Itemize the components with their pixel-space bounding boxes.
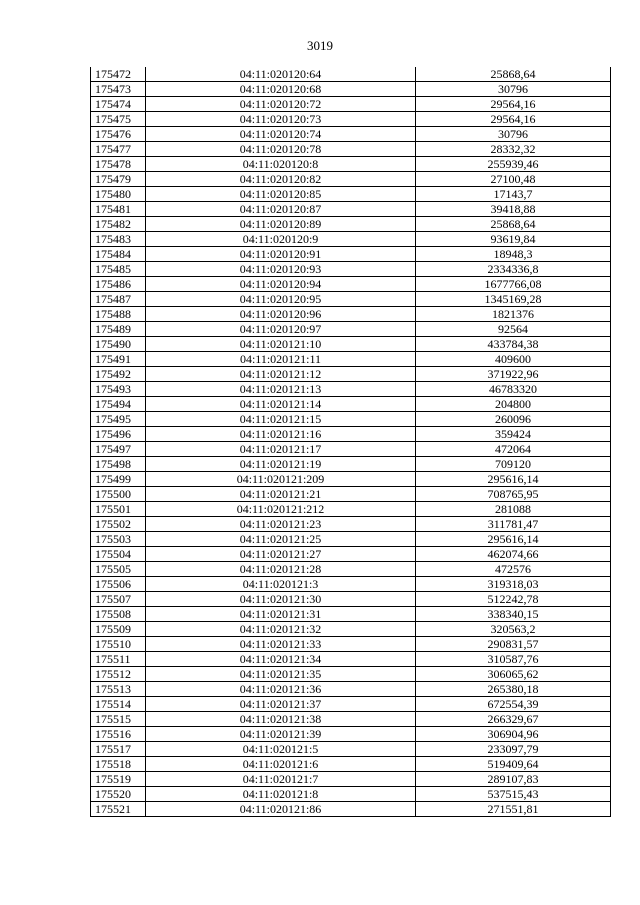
value-cell: 295616,14 (416, 532, 611, 547)
cadastral-number-cell: 04:11:020121:23 (146, 517, 416, 532)
cadastral-number-cell: 04:11:020121:38 (146, 712, 416, 727)
cadastral-number-cell: 04:11:020121:25 (146, 532, 416, 547)
table-row (91, 577, 611, 592)
table-row (91, 247, 611, 262)
cadastral-number-cell: 04:11:020121:16 (146, 427, 416, 442)
table-row (91, 262, 611, 277)
table-row (91, 142, 611, 157)
table-row (91, 607, 611, 622)
cadastral-number-cell: 04:11:020120:85 (146, 187, 416, 202)
cadastral-number-cell: 04:11:020121:33 (146, 637, 416, 652)
row-number-cell: 175512 (91, 667, 146, 682)
cadastral-number-cell: 04:11:020120:82 (146, 172, 416, 187)
cadastral-number-cell: 04:11:020121:86 (146, 802, 416, 817)
value-cell: 2334336,8 (416, 262, 611, 277)
row-number-cell: 175504 (91, 547, 146, 562)
row-number-cell: 175495 (91, 412, 146, 427)
value-cell: 290831,57 (416, 637, 611, 652)
row-number-cell: 175494 (91, 397, 146, 412)
row-number-cell: 175521 (91, 802, 146, 817)
table-row (91, 82, 611, 97)
cadastral-number-cell: 04:11:020121:28 (146, 562, 416, 577)
cadastral-number-cell: 04:11:020120:87 (146, 202, 416, 217)
cadastral-number-cell: 04:11:020121:17 (146, 442, 416, 457)
value-cell: 295616,14 (416, 472, 611, 487)
value-cell: 25868,64 (416, 67, 611, 82)
value-cell: 260096 (416, 412, 611, 427)
value-cell: 27100,48 (416, 172, 611, 187)
table-row (91, 742, 611, 757)
table-row (91, 772, 611, 787)
value-cell: 46783320 (416, 382, 611, 397)
row-number-cell: 175514 (91, 697, 146, 712)
cadastral-number-cell: 04:11:020121:5 (146, 742, 416, 757)
table-row (91, 67, 611, 82)
row-number-cell: 175489 (91, 322, 146, 337)
table-row (91, 382, 611, 397)
table-row (91, 277, 611, 292)
value-cell: 17143,7 (416, 187, 611, 202)
table-row (91, 97, 611, 112)
cadastral-number-cell: 04:11:020121:15 (146, 412, 416, 427)
table-row (91, 427, 611, 442)
value-cell: 92564 (416, 322, 611, 337)
table-row (91, 787, 611, 802)
value-cell: 519409,64 (416, 757, 611, 772)
value-cell: 310587,76 (416, 652, 611, 667)
table-row (91, 802, 611, 817)
page-number: 3019 (307, 38, 333, 53)
cadastral-number-cell: 04:11:020121:32 (146, 622, 416, 637)
cadastral-number-cell: 04:11:020120:78 (146, 142, 416, 157)
value-cell: 462074,66 (416, 547, 611, 562)
table-row (91, 202, 611, 217)
row-number-cell: 175505 (91, 562, 146, 577)
registry-table (90, 67, 611, 817)
table-row (91, 337, 611, 352)
row-number-cell: 175511 (91, 652, 146, 667)
row-number-cell: 175480 (91, 187, 146, 202)
cadastral-number-cell: 04:11:020121:39 (146, 727, 416, 742)
row-number-cell: 175503 (91, 532, 146, 547)
table-row (91, 352, 611, 367)
cadastral-number-cell: 04:11:020121:3 (146, 577, 416, 592)
table-row (91, 667, 611, 682)
table-row (91, 127, 611, 142)
table-row (91, 472, 611, 487)
row-number-cell: 175502 (91, 517, 146, 532)
table-row (91, 397, 611, 412)
cadastral-number-cell: 04:11:020121:11 (146, 352, 416, 367)
row-number-cell: 175501 (91, 502, 146, 517)
value-cell: 311781,47 (416, 517, 611, 532)
row-number-cell: 175520 (91, 787, 146, 802)
registry-table-body (91, 67, 611, 817)
row-number-cell: 175490 (91, 337, 146, 352)
cadastral-number-cell: 04:11:020121:14 (146, 397, 416, 412)
cadastral-number-cell: 04:11:020121:37 (146, 697, 416, 712)
row-number-cell: 175516 (91, 727, 146, 742)
cadastral-number-cell: 04:11:020120:8 (146, 157, 416, 172)
row-number-cell: 175484 (91, 247, 146, 262)
value-cell: 1821376 (416, 307, 611, 322)
value-cell: 1345169,28 (416, 292, 611, 307)
value-cell: 39418,88 (416, 202, 611, 217)
value-cell: 320563,2 (416, 622, 611, 637)
value-cell: 512242,78 (416, 592, 611, 607)
row-number-cell: 175473 (91, 82, 146, 97)
cadastral-number-cell: 04:11:020120:68 (146, 82, 416, 97)
row-number-cell: 175485 (91, 262, 146, 277)
table-row (91, 292, 611, 307)
value-cell: 472064 (416, 442, 611, 457)
value-cell: 371922,96 (416, 367, 611, 382)
table-row (91, 637, 611, 652)
value-cell: 289107,83 (416, 772, 611, 787)
value-cell: 306904,96 (416, 727, 611, 742)
cadastral-number-cell: 04:11:020120:96 (146, 307, 416, 322)
table-row (91, 157, 611, 172)
row-number-cell: 175475 (91, 112, 146, 127)
value-cell: 18948,3 (416, 247, 611, 262)
value-cell: 28332,32 (416, 142, 611, 157)
row-number-cell: 175506 (91, 577, 146, 592)
row-number-cell: 175482 (91, 217, 146, 232)
row-number-cell: 175479 (91, 172, 146, 187)
value-cell: 319318,03 (416, 577, 611, 592)
table-row (91, 307, 611, 322)
value-cell: 709120 (416, 457, 611, 472)
cadastral-number-cell: 04:11:020120:72 (146, 97, 416, 112)
value-cell: 25868,64 (416, 217, 611, 232)
row-number-cell: 175507 (91, 592, 146, 607)
row-number-cell: 175486 (91, 277, 146, 292)
table-row (91, 412, 611, 427)
cadastral-number-cell: 04:11:020121:12 (146, 367, 416, 382)
value-cell: 672554,39 (416, 697, 611, 712)
table-row (91, 112, 611, 127)
value-cell: 281088 (416, 502, 611, 517)
cadastral-number-cell: 04:11:020121:212 (146, 502, 416, 517)
cadastral-number-cell: 04:11:020121:31 (146, 607, 416, 622)
cadastral-number-cell: 04:11:020121:35 (146, 667, 416, 682)
value-cell: 29564,16 (416, 97, 611, 112)
row-number-cell: 175498 (91, 457, 146, 472)
row-number-cell: 175496 (91, 427, 146, 442)
row-number-cell: 175492 (91, 367, 146, 382)
value-cell: 255939,46 (416, 157, 611, 172)
cadastral-number-cell: 04:11:020121:7 (146, 772, 416, 787)
cadastral-number-cell: 04:11:020120:89 (146, 217, 416, 232)
value-cell: 265380,18 (416, 682, 611, 697)
table-row (91, 682, 611, 697)
table-row (91, 592, 611, 607)
cadastral-number-cell: 04:11:020121:30 (146, 592, 416, 607)
cadastral-number-cell: 04:11:020121:19 (146, 457, 416, 472)
cadastral-number-cell: 04:11:020121:10 (146, 337, 416, 352)
cadastral-number-cell: 04:11:020121:36 (146, 682, 416, 697)
table-row (91, 547, 611, 562)
row-number-cell: 175518 (91, 757, 146, 772)
table-row (91, 442, 611, 457)
table-row (91, 187, 611, 202)
cadastral-number-cell: 04:11:020120:64 (146, 67, 416, 82)
row-number-cell: 175487 (91, 292, 146, 307)
row-number-cell: 175500 (91, 487, 146, 502)
table-row (91, 367, 611, 382)
cadastral-number-cell: 04:11:020120:95 (146, 292, 416, 307)
value-cell: 359424 (416, 427, 611, 442)
cadastral-number-cell: 04:11:020121:21 (146, 487, 416, 502)
value-cell: 1677766,08 (416, 277, 611, 292)
cadastral-number-cell: 04:11:020120:74 (146, 127, 416, 142)
cadastral-number-cell: 04:11:020120:91 (146, 247, 416, 262)
cadastral-number-cell: 04:11:020121:27 (146, 547, 416, 562)
row-number-cell: 175510 (91, 637, 146, 652)
table-row (91, 457, 611, 472)
row-number-cell: 175472 (91, 67, 146, 82)
table-row (91, 727, 611, 742)
value-cell: 537515,43 (416, 787, 611, 802)
table-row (91, 757, 611, 772)
value-cell: 233097,79 (416, 742, 611, 757)
row-number-cell: 175477 (91, 142, 146, 157)
table-row (91, 622, 611, 637)
row-number-cell: 175488 (91, 307, 146, 322)
cadastral-number-cell: 04:11:020120:73 (146, 112, 416, 127)
row-number-cell: 175481 (91, 202, 146, 217)
row-number-cell: 175476 (91, 127, 146, 142)
value-cell: 409600 (416, 352, 611, 367)
row-number-cell: 175517 (91, 742, 146, 757)
cadastral-number-cell: 04:11:020121:34 (146, 652, 416, 667)
cadastral-number-cell: 04:11:020120:9 (146, 232, 416, 247)
value-cell: 472576 (416, 562, 611, 577)
value-cell: 338340,15 (416, 607, 611, 622)
cadastral-number-cell: 04:11:020121:6 (146, 757, 416, 772)
row-number-cell: 175513 (91, 682, 146, 697)
table-row (91, 502, 611, 517)
row-number-cell: 175483 (91, 232, 146, 247)
row-number-cell: 175491 (91, 352, 146, 367)
table-row (91, 322, 611, 337)
table-row (91, 697, 611, 712)
value-cell: 708765,95 (416, 487, 611, 502)
table-row (91, 232, 611, 247)
cadastral-number-cell: 04:11:020120:94 (146, 277, 416, 292)
value-cell: 204800 (416, 397, 611, 412)
row-number-cell: 175509 (91, 622, 146, 637)
value-cell: 30796 (416, 82, 611, 97)
row-number-cell: 175474 (91, 97, 146, 112)
row-number-cell: 175519 (91, 772, 146, 787)
value-cell: 306065,62 (416, 667, 611, 682)
row-number-cell: 175499 (91, 472, 146, 487)
row-number-cell: 175515 (91, 712, 146, 727)
table-row (91, 172, 611, 187)
cadastral-number-cell: 04:11:020121:209 (146, 472, 416, 487)
value-cell: 93619,84 (416, 232, 611, 247)
table-row (91, 217, 611, 232)
table-row (91, 532, 611, 547)
cadastral-number-cell: 04:11:020121:13 (146, 382, 416, 397)
table-row (91, 652, 611, 667)
table-row (91, 487, 611, 502)
table-row (91, 562, 611, 577)
row-number-cell: 175508 (91, 607, 146, 622)
value-cell: 30796 (416, 127, 611, 142)
value-cell: 266329,67 (416, 712, 611, 727)
cadastral-number-cell: 04:11:020121:8 (146, 787, 416, 802)
cadastral-number-cell: 04:11:020120:97 (146, 322, 416, 337)
value-cell: 271551,81 (416, 802, 611, 817)
cadastral-number-cell: 04:11:020120:93 (146, 262, 416, 277)
row-number-cell: 175493 (91, 382, 146, 397)
value-cell: 433784,38 (416, 337, 611, 352)
value-cell: 29564,16 (416, 112, 611, 127)
table-row (91, 712, 611, 727)
table-row (91, 517, 611, 532)
row-number-cell: 175497 (91, 442, 146, 457)
row-number-cell: 175478 (91, 157, 146, 172)
